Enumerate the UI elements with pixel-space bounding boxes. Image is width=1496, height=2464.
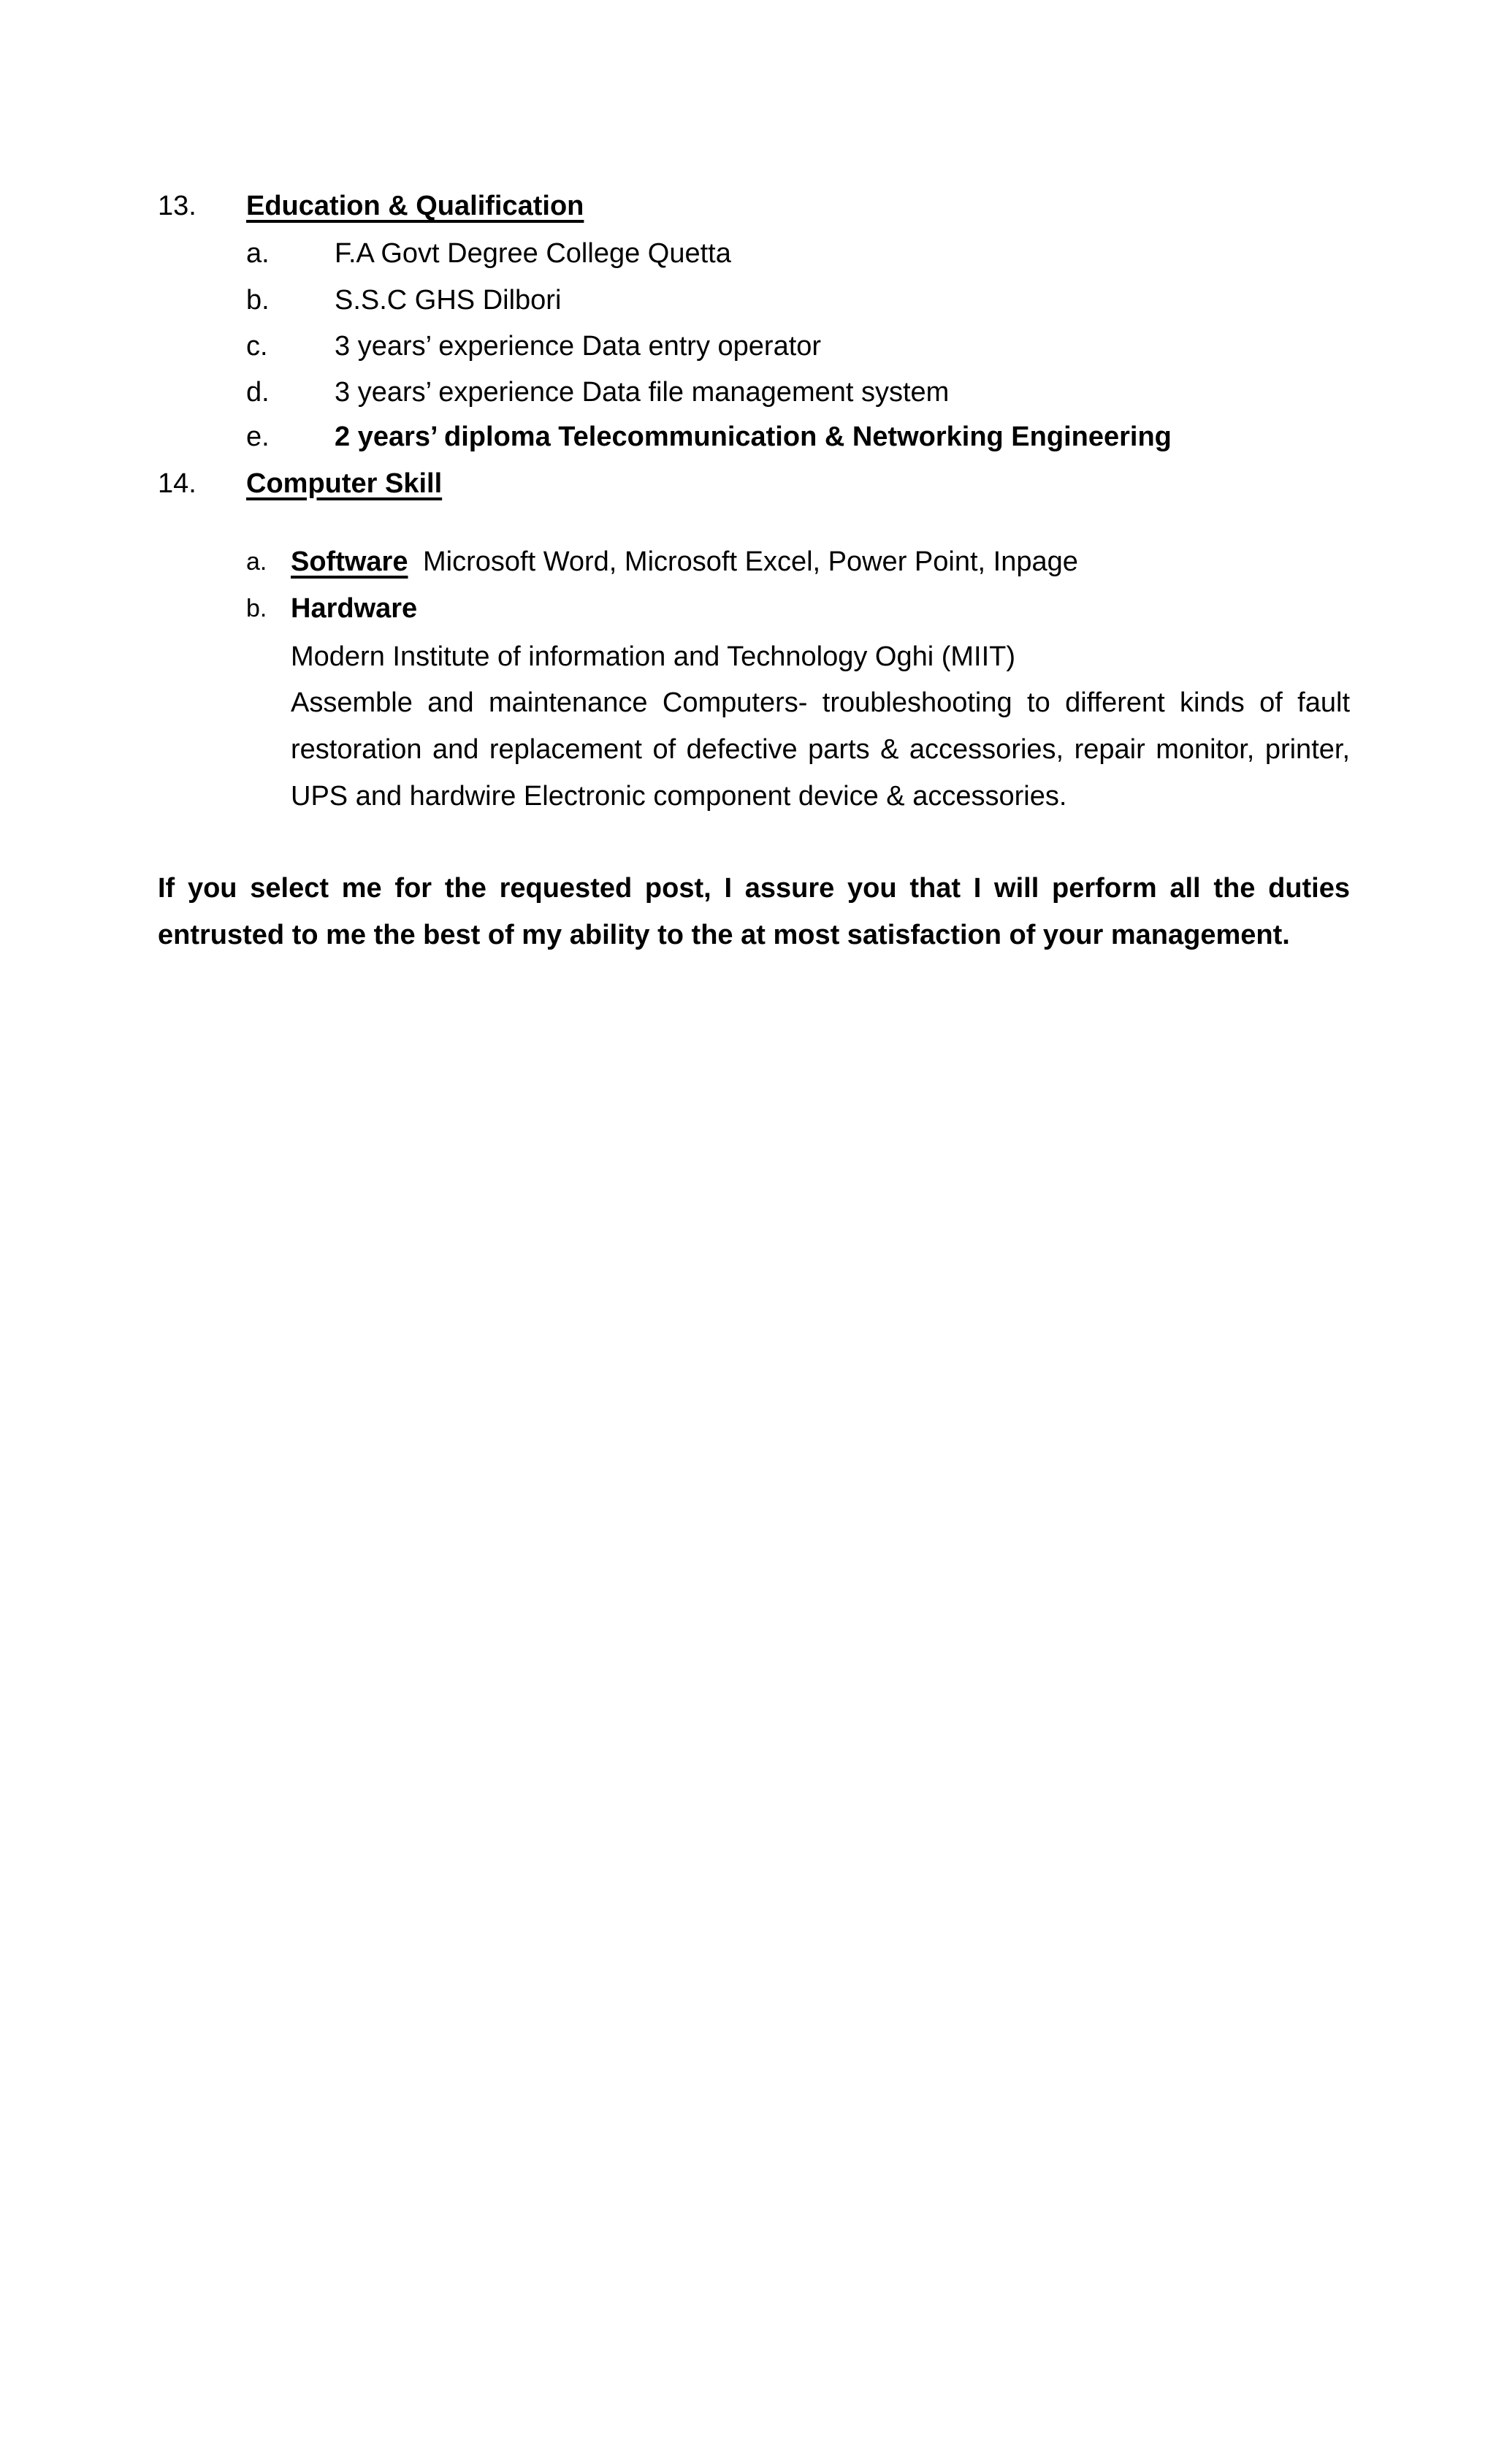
item-letter: d. (246, 377, 270, 408)
item-letter: a. (246, 548, 267, 576)
section-title: Computer Skill (246, 468, 443, 499)
hardware-label: Hardware (291, 593, 418, 624)
hardware-description: Assemble and maintenance Computers- troubleshooting to different kinds of fault restoration and replacement of defective parts & accessories, repair monitor, printer, UPS and hardwire Electronic component device & accessories. (291, 687, 1350, 812)
section-number: 14. (158, 468, 196, 499)
item-letter: e. (246, 422, 270, 452)
hardware-institute: Modern Institute of information and Technology Oghi (MIIT) (291, 641, 1016, 672)
item-text: 3 years’ experience Data entry operator (335, 331, 822, 362)
section-title: Education & Qualification (246, 191, 584, 221)
section-number: 13. (158, 191, 196, 221)
closing-statement: If you select me for the requested post, I assure you that I will perform all the duties entrusted to me the best of my ability to the at most satisfaction of your management. (158, 873, 1350, 950)
item-text: F.A Govt Degree College Quetta (335, 238, 731, 269)
item-text: 2 years’ diploma Telecommunication & Networking Engineering (335, 422, 1172, 452)
item-letter: c. (246, 331, 268, 362)
item-letter: b. (246, 595, 267, 622)
item-letter: a. (246, 238, 270, 269)
item-letter: b. (246, 285, 270, 316)
software-label: Software (291, 546, 408, 577)
software-text: Microsoft Word, Microsoft Excel, Power Point, Inpage (423, 546, 1078, 577)
item-text: 3 years’ experience Data file management system (335, 377, 950, 408)
item-text: S.S.C GHS Dilbori (335, 285, 562, 316)
